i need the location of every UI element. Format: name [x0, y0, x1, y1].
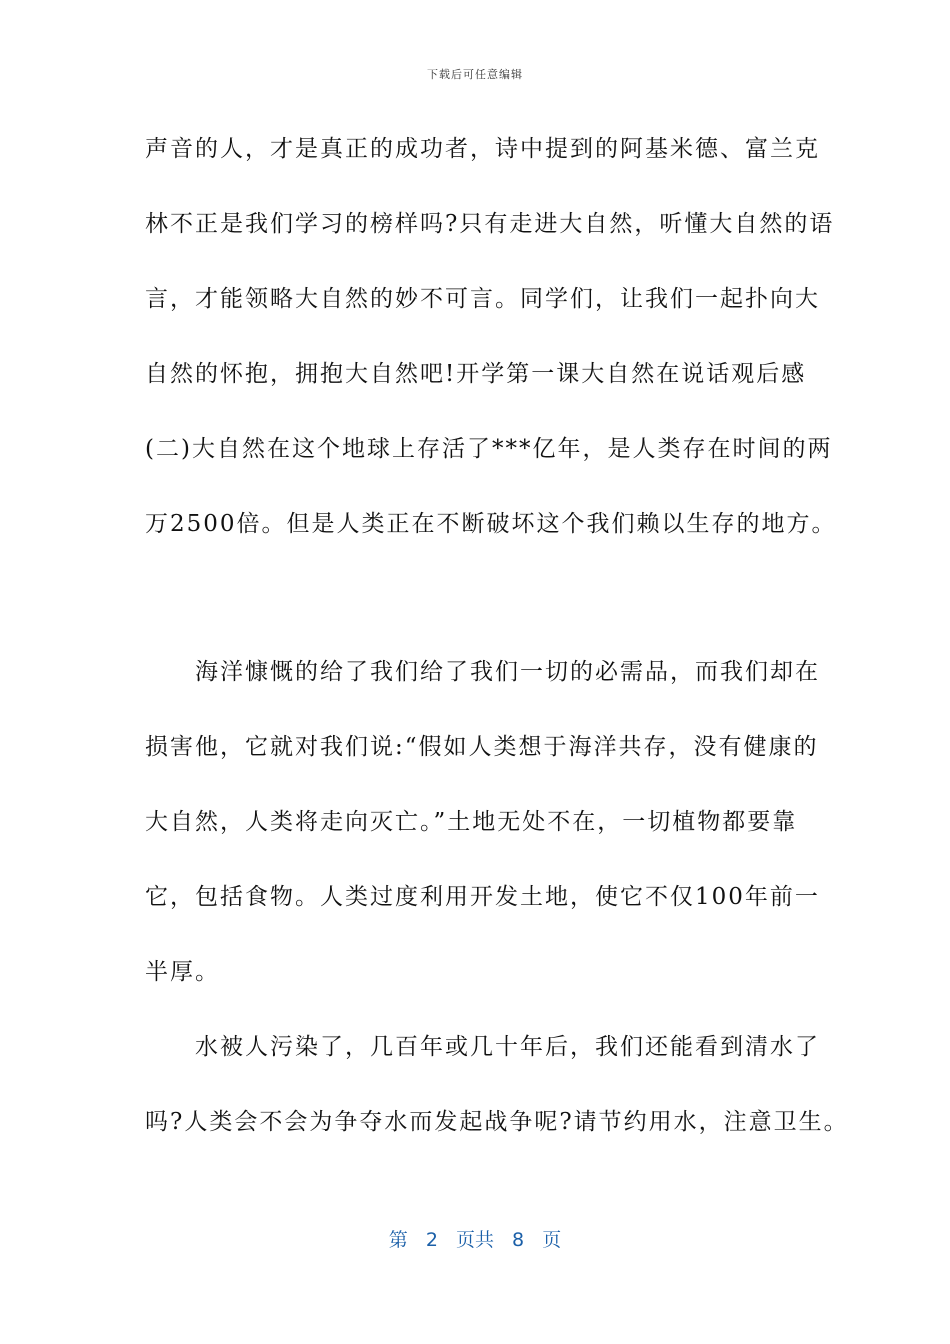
body-line-9: 大自然，人类将走向灭亡。”土地无处不在，一切植物都要靠	[145, 809, 798, 835]
body-line-5: (二)大自然在这个地球上存活了***亿年，是人类存在时间的两	[145, 436, 833, 462]
body-line-10: 它，包括食物。人类过度利用开发土地，使它不仅100年前一	[145, 884, 820, 910]
body-line-1: 声音的人，才是真正的成功者，诗中提到的阿基米德、富兰克	[145, 136, 820, 162]
body-line-4: 自然的怀抱，拥抱大自然吧!开学第一课大自然在说话观后感	[145, 361, 807, 387]
body-line-3: 言，才能领略大自然的妙不可言。同学们，让我们一起扑向大	[145, 286, 820, 312]
body-line-11: 半厚。	[145, 959, 220, 985]
footer-suffix: 页	[542, 1229, 562, 1251]
body-line-8: 损害他，它就对我们说:“假如人类想于海洋共存，没有健康的	[145, 734, 819, 760]
body-line-7: 海洋慷慨的给了我们给了我们一切的必需品，而我们却在	[145, 659, 820, 685]
body-line-2: 林不正是我们学习的榜样吗?只有走进大自然，听懂大自然的语	[145, 211, 835, 237]
footer-current-page: 2	[425, 1229, 438, 1251]
page-footer	[0, 1225, 950, 1252]
body-line-13: 吗?人类会不会为争夺水而发起战争呢?请节约用水，注意卫生。	[145, 1109, 849, 1135]
header-note: 下载后可任意编辑	[427, 68, 523, 81]
footer-middle: 页共	[455, 1229, 494, 1251]
footer-total-pages: 8	[512, 1229, 525, 1251]
body-line-6: 万2500倍。但是人类正在不断破坏这个我们赖以生存的地方。	[145, 511, 837, 537]
body-line-12: 水被人污染了，几百年或几十年后，我们还能看到清水了	[145, 1034, 820, 1060]
footer-prefix: 第	[388, 1229, 408, 1251]
